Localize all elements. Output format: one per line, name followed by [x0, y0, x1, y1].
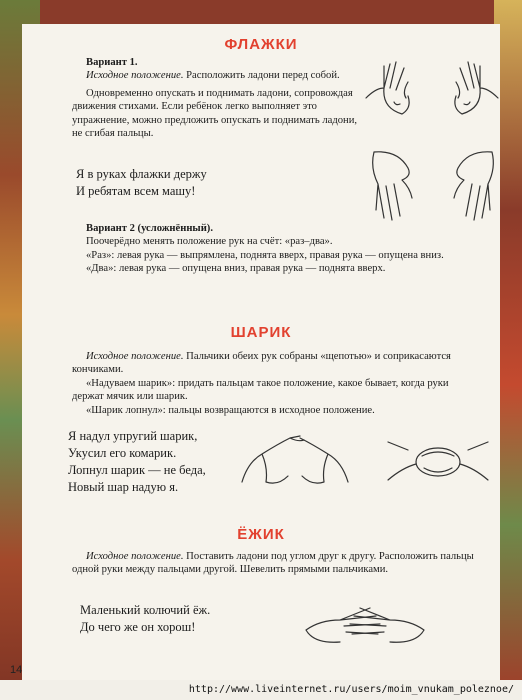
balloon-verse-line-3: Лопнул шарик — не беда,: [68, 463, 206, 477]
flags-variant2-line-3: «Два»: левая рука — опущена вниз, правая рука — поднята вверх.: [86, 263, 386, 275]
flags-variant2-line-2: «Раз»: левая рука — выпрямлена, поднята вверх, правая рука — опущена вниз.: [86, 249, 444, 261]
hedgehog-verse: [80, 602, 210, 636]
balloon-start-text: Пальчики обеих рук собраны «щепотью» и соприкасаются кончиками.: [72, 351, 451, 376]
balloon-verse-line-2: Укусил его комарик.: [68, 446, 177, 460]
section-title-hedgehog: ЁЖИК: [237, 526, 285, 543]
section-title-balloon: ШАРИК: [230, 324, 292, 341]
flags-verse-line-2: И ребятам всем машу!: [76, 184, 196, 198]
balloon-verse-line-4: Новый шар надую я.: [68, 480, 179, 494]
hedgehog-start-label: Исходное положение.: [86, 551, 184, 562]
page-number: 14: [10, 664, 23, 676]
balloon-text-block: [72, 350, 482, 417]
balloon-start-label: Исходное положение.: [86, 351, 184, 362]
fingertips-touching-icon: [238, 428, 500, 492]
flags-paragraph: Одновременно опускать и поднимать ладони, сопровождая движения стихами. Если ребёнок легко выполняет это упражнение, можно предложить опускать и поднимать ладони, не сгибая пальцы.: [72, 87, 358, 140]
section-title-flags: ФЛАЖКИ: [224, 36, 298, 53]
interlaced-fingers-icon: [300, 590, 430, 650]
flags-variant2-line-1: Поочерёдно менять положение рук на счёт: «раз–два».: [86, 236, 333, 248]
balloon-paragraph-1: «Надуваем шарик»: придать пальцам такое положение, какое бывает, когда руки держат мячик или шарик.: [72, 377, 449, 403]
balloon-start-position: [72, 350, 482, 377]
hedgehog-verse-line-1: Маленький колючий ёж.: [80, 603, 211, 617]
flags-text-block: [72, 56, 362, 140]
hedgehog-start-position: [72, 550, 482, 577]
source-url[interactable]: http://www.liveinternet.ru/users/moim_vnukam_poleznoe/: [188, 684, 514, 695]
flags-verse: [76, 166, 207, 200]
balloon-verse-line-1: Я надул упругий шарик,: [68, 429, 198, 443]
balloon-verse: [68, 428, 206, 496]
flags-start-position: [72, 69, 362, 82]
hedgehog-start-text: Поставить ладони под углом друг к другу. Расположить пальцы одной руки между пальцами другой. Шевелить прямыми пальчиками.: [72, 551, 474, 576]
flags-variant2-heading: Вариант 2 (усложнённый).: [86, 223, 213, 234]
balloon-paragraph-2: «Шарик лопнул»: пальцы возвращаются в исходное положение.: [86, 404, 375, 416]
hedgehog-verse-line-2: До чего же он хорош!: [80, 620, 196, 634]
palms-lowered-icon: [368, 148, 498, 224]
flags-start-text: Расположить ладони перед собой.: [183, 70, 340, 82]
hedgehog-text-block: [72, 550, 482, 577]
flags-variant2-block: [72, 222, 482, 276]
open-palms-raised-icon: [362, 58, 502, 120]
flags-variant1-heading: Вариант 1.: [86, 57, 138, 68]
flags-start-label: Исходное положение.: [86, 70, 184, 82]
flags-verse-line-1: Я в руках флажки держу: [76, 167, 207, 181]
